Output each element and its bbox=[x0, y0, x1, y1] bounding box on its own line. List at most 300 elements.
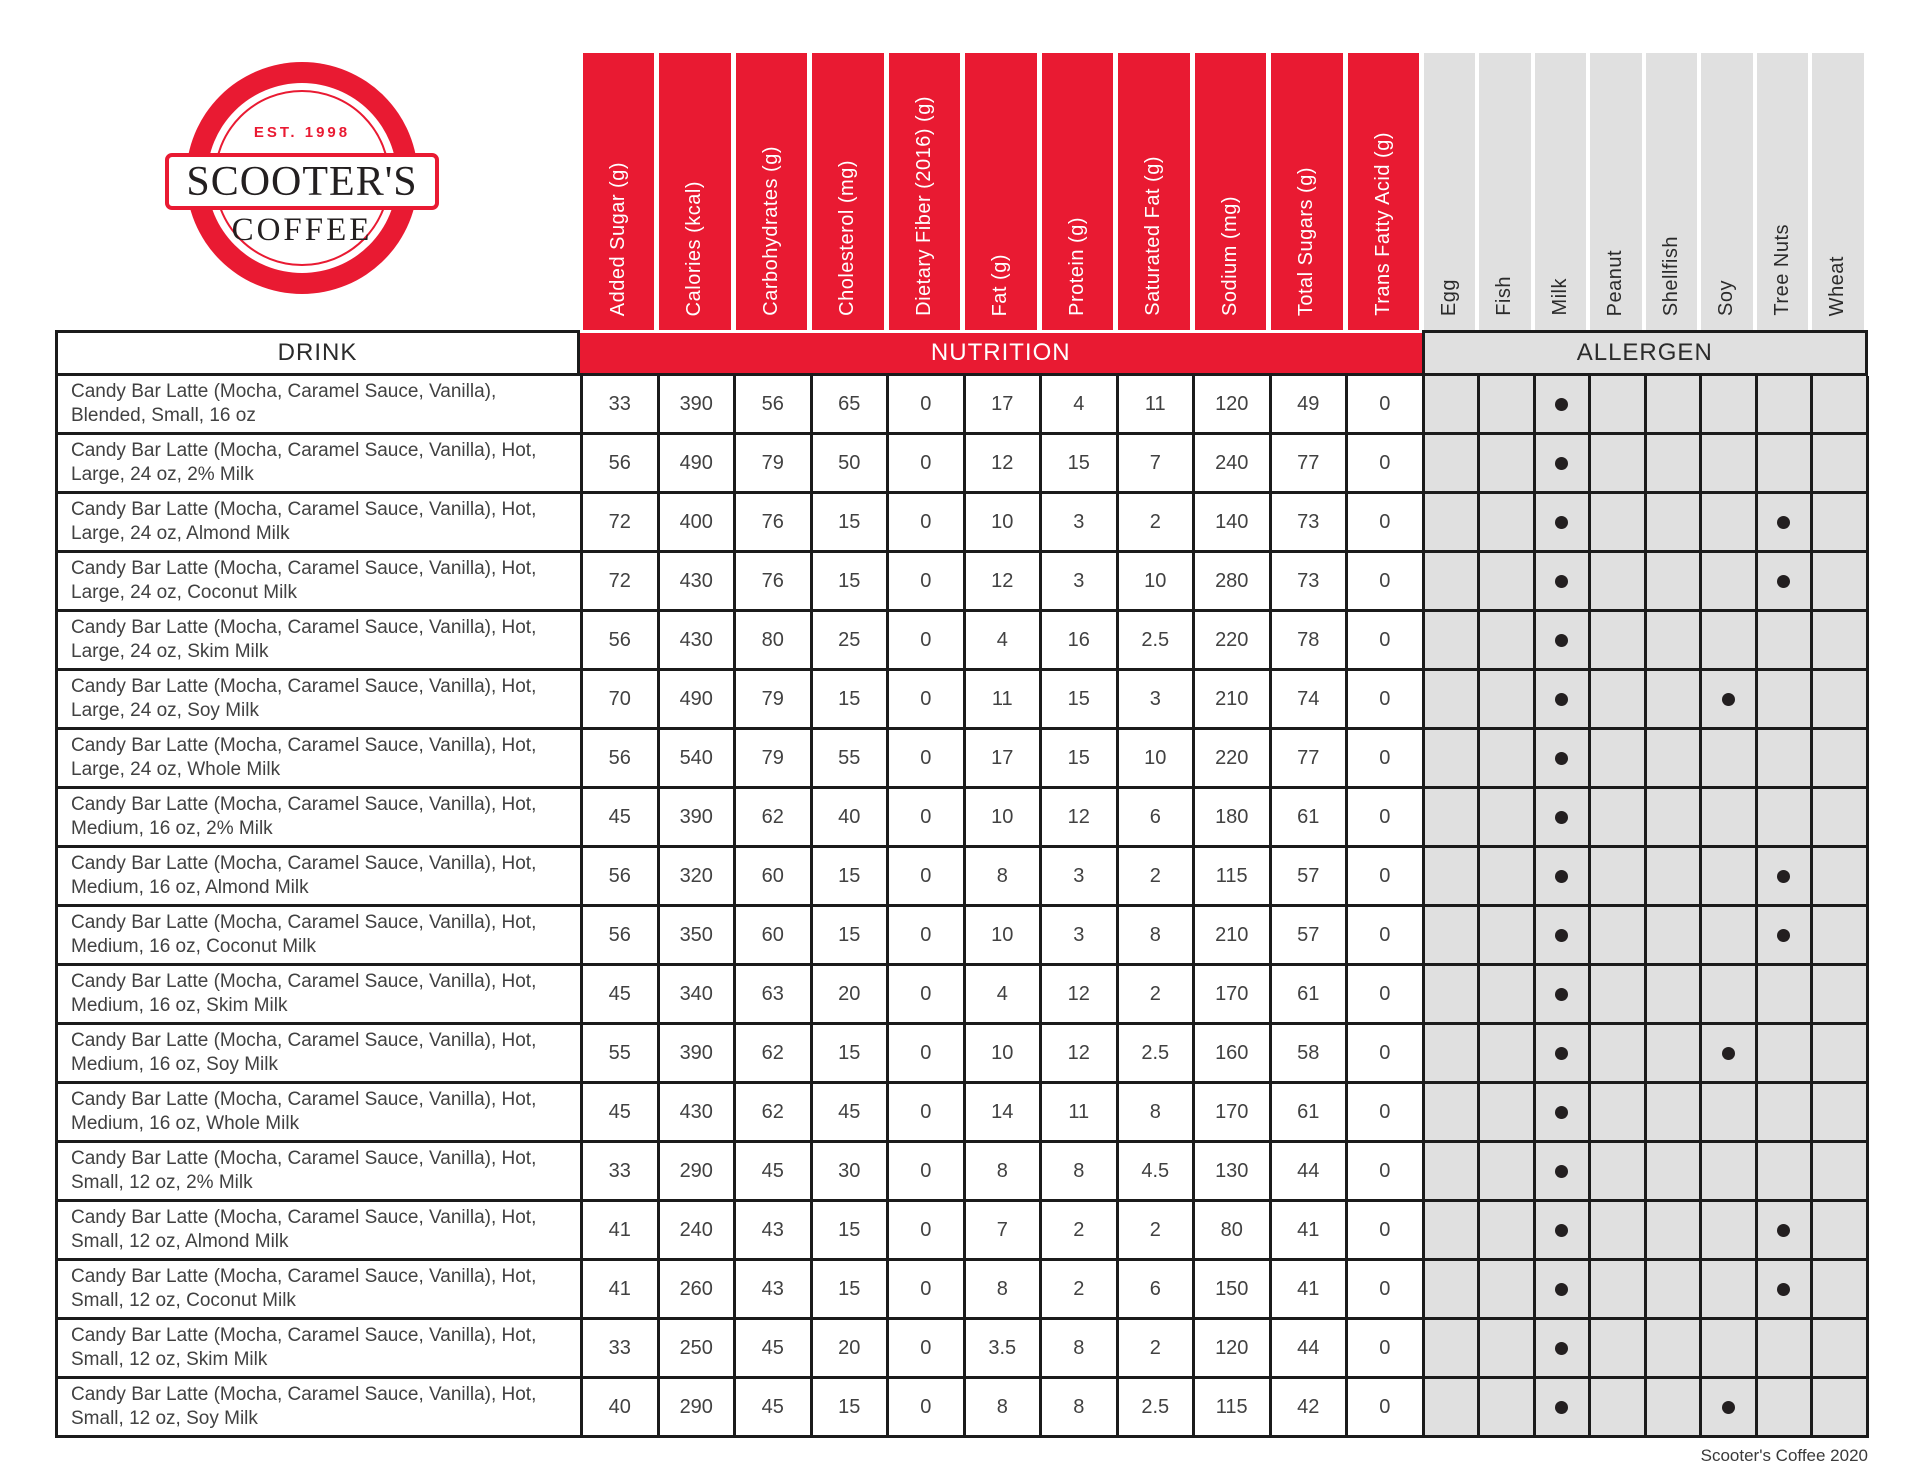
allergen-cell bbox=[1813, 789, 1869, 848]
allergen-cell bbox=[1702, 730, 1758, 789]
allergen-cell bbox=[1813, 376, 1869, 435]
drink-name-cell bbox=[58, 1202, 583, 1261]
nutrition-value-cell: 40 bbox=[583, 1379, 660, 1438]
nutrition-value-cell: 0 bbox=[889, 494, 966, 553]
nutrition-value-cell: 8 bbox=[1042, 1143, 1119, 1202]
nutrition-value-cell: 41 bbox=[1272, 1261, 1349, 1320]
allergen-cell bbox=[1813, 1025, 1869, 1084]
allergen-cell bbox=[1702, 966, 1758, 1025]
nutrition-value-cell: 400 bbox=[660, 494, 737, 553]
allergen-cell bbox=[1758, 1320, 1814, 1379]
nutrition-value-cell: 15 bbox=[813, 553, 890, 612]
allergen-dot bbox=[1555, 516, 1568, 529]
nutrition-value-cell: 320 bbox=[660, 848, 737, 907]
nutrition-value-cell: 79 bbox=[736, 435, 813, 494]
nutrition-value-cell: 45 bbox=[736, 1143, 813, 1202]
allergen-cell bbox=[1702, 1202, 1758, 1261]
nutrition-value-cell: 44 bbox=[1272, 1143, 1349, 1202]
allergen-cell bbox=[1758, 1379, 1814, 1438]
nutrition-value-cell: 45 bbox=[736, 1379, 813, 1438]
nutrition-value-cell: 0 bbox=[889, 376, 966, 435]
allergen-cell bbox=[1591, 848, 1647, 907]
allergen-cell bbox=[1647, 494, 1703, 553]
nutrition-value-cell: 17 bbox=[966, 730, 1043, 789]
allergen-cell bbox=[1591, 1084, 1647, 1143]
allergen-cell bbox=[1480, 907, 1536, 966]
nutrition-value-cell: 2 bbox=[1119, 494, 1196, 553]
allergen-cell bbox=[1647, 907, 1703, 966]
nutrition-value-cell: 15 bbox=[813, 1261, 890, 1320]
logo-established-text: EST. 1998 bbox=[253, 124, 351, 141]
allergen-column-header-label: Soy bbox=[1715, 280, 1738, 316]
allergen-cell bbox=[1647, 1379, 1703, 1438]
allergen-cell bbox=[1591, 907, 1647, 966]
drink-name-line1: Candy Bar Latte (Mocha, Caramel Sauce, Vanilla), bbox=[71, 381, 497, 402]
drink-name-cell bbox=[58, 1379, 583, 1438]
allergen-column-header bbox=[1699, 53, 1755, 330]
drink-name-line1: Candy Bar Latte (Mocha, Caramel Sauce, Vanilla), Hot, bbox=[71, 676, 537, 697]
drink-name-cell bbox=[58, 730, 583, 789]
nutrition-value-cell: 170 bbox=[1195, 966, 1272, 1025]
allergen-column-header-label: Milk bbox=[1548, 278, 1571, 316]
allergen-cell bbox=[1591, 1025, 1647, 1084]
nutrition-value-cell: 15 bbox=[813, 1025, 890, 1084]
drink-name-line2: Medium, 16 oz, Almond Milk bbox=[71, 877, 309, 898]
nutrition-value-cell: 350 bbox=[660, 907, 737, 966]
drink-name-cell bbox=[58, 671, 583, 730]
allergen-cell bbox=[1425, 789, 1481, 848]
header-spacer bbox=[55, 53, 580, 330]
allergen-cell bbox=[1480, 966, 1536, 1025]
drink-name-line2: Large, 24 oz, Whole Milk bbox=[71, 759, 281, 780]
nutrition-value-cell: 12 bbox=[966, 553, 1043, 612]
allergen-section-header: ALLERGEN bbox=[1422, 330, 1869, 376]
allergen-cell bbox=[1702, 1261, 1758, 1320]
allergen-cell bbox=[1647, 966, 1703, 1025]
nutrition-value-cell: 220 bbox=[1195, 730, 1272, 789]
nutrition-value-cell: 12 bbox=[1042, 1025, 1119, 1084]
nutrition-value-cell: 2 bbox=[1042, 1261, 1119, 1320]
allergen-cell bbox=[1758, 494, 1814, 553]
nutrition-value-cell: 0 bbox=[1348, 907, 1425, 966]
allergen-cell bbox=[1758, 789, 1814, 848]
allergen-cell bbox=[1480, 494, 1536, 553]
allergen-cell bbox=[1425, 907, 1481, 966]
nutrition-value-cell: 11 bbox=[966, 671, 1043, 730]
nutrition-value-cell: 0 bbox=[889, 848, 966, 907]
nutrition-value-cell: 7 bbox=[966, 1202, 1043, 1261]
drink-name-line2: Large, 24 oz, Almond Milk bbox=[71, 523, 290, 544]
allergen-dot bbox=[1722, 1047, 1735, 1060]
allergen-cell bbox=[1647, 553, 1703, 612]
allergen-cell bbox=[1536, 730, 1592, 789]
nutrition-value-cell: 8 bbox=[1042, 1379, 1119, 1438]
allergen-cell bbox=[1425, 494, 1481, 553]
allergen-cell bbox=[1480, 671, 1536, 730]
nutrition-value-cell: 10 bbox=[966, 494, 1043, 553]
allergen-column-header bbox=[1644, 53, 1700, 330]
nutrition-value-cell: 72 bbox=[583, 494, 660, 553]
section-band bbox=[55, 330, 1868, 376]
allergen-cell bbox=[1813, 435, 1869, 494]
drink-section-header: DRINK bbox=[55, 330, 580, 376]
allergen-cell bbox=[1647, 1261, 1703, 1320]
drink-name-line1: Candy Bar Latte (Mocha, Caramel Sauce, Vanilla), Hot, bbox=[71, 1089, 537, 1110]
nutrition-value-cell: 50 bbox=[813, 435, 890, 494]
nutrition-value-cell: 55 bbox=[583, 1025, 660, 1084]
nutrition-column-header bbox=[1039, 53, 1116, 330]
nutrition-value-cell: 56 bbox=[583, 848, 660, 907]
allergen-dot bbox=[1777, 870, 1790, 883]
nutrition-value-cell: 4 bbox=[966, 612, 1043, 671]
allergen-cell bbox=[1536, 1379, 1592, 1438]
nutrition-value-cell: 0 bbox=[889, 1025, 966, 1084]
allergen-dot bbox=[1777, 1283, 1790, 1296]
nutrition-value-cell: 12 bbox=[1042, 789, 1119, 848]
nutrition-value-cell: 280 bbox=[1195, 553, 1272, 612]
allergen-cell bbox=[1591, 1261, 1647, 1320]
nutrition-value-cell: 260 bbox=[660, 1261, 737, 1320]
allergen-cell bbox=[1647, 789, 1703, 848]
nutrition-value-cell: 6 bbox=[1119, 789, 1196, 848]
allergen-cell bbox=[1758, 1025, 1814, 1084]
nutrition-value-cell: 160 bbox=[1195, 1025, 1272, 1084]
nutrition-value-cell: 15 bbox=[813, 494, 890, 553]
allergen-cell bbox=[1480, 1202, 1536, 1261]
nutrition-value-cell: 8 bbox=[1119, 1084, 1196, 1143]
nutrition-value-cell: 61 bbox=[1272, 1084, 1349, 1143]
nutrition-value-cell: 0 bbox=[889, 1143, 966, 1202]
allergen-cell bbox=[1536, 1320, 1592, 1379]
nutrition-value-cell: 11 bbox=[1119, 376, 1196, 435]
allergen-cell bbox=[1591, 671, 1647, 730]
allergen-cell bbox=[1702, 612, 1758, 671]
nutrition-value-cell: 49 bbox=[1272, 376, 1349, 435]
nutrition-value-cell: 65 bbox=[813, 376, 890, 435]
allergen-column-header-label: Wheat bbox=[1826, 255, 1849, 316]
allergen-cell bbox=[1425, 730, 1481, 789]
allergen-cell bbox=[1536, 1143, 1592, 1202]
allergen-cell bbox=[1702, 376, 1758, 435]
allergen-dot bbox=[1722, 1401, 1735, 1414]
allergen-cell bbox=[1647, 376, 1703, 435]
nutrition-value-cell: 15 bbox=[813, 1202, 890, 1261]
nutrition-value-cell: 3 bbox=[1042, 848, 1119, 907]
allergen-cell bbox=[1536, 435, 1592, 494]
nutrition-value-cell: 290 bbox=[660, 1379, 737, 1438]
nutrition-value-cell: 0 bbox=[889, 1202, 966, 1261]
nutrition-value-cell: 76 bbox=[736, 553, 813, 612]
allergen-column-header-label: Tree Nuts bbox=[1770, 224, 1793, 316]
allergen-cell bbox=[1480, 1084, 1536, 1143]
drink-name-line1: Candy Bar Latte (Mocha, Caramel Sauce, Vanilla), Hot, bbox=[71, 735, 537, 756]
allergen-cell bbox=[1591, 553, 1647, 612]
allergen-column-header bbox=[1810, 53, 1866, 330]
nutrition-column-header-label: Cholesterol (mg) bbox=[836, 160, 859, 316]
nutrition-value-cell: 210 bbox=[1195, 907, 1272, 966]
nutrition-value-cell: 57 bbox=[1272, 848, 1349, 907]
nutrition-value-cell: 2.5 bbox=[1119, 1025, 1196, 1084]
nutrition-value-cell: 180 bbox=[1195, 789, 1272, 848]
allergen-cell bbox=[1425, 376, 1481, 435]
drink-name-line1: Candy Bar Latte (Mocha, Caramel Sauce, Vanilla), Hot, bbox=[71, 1030, 537, 1051]
nutrition-value-cell: 240 bbox=[1195, 435, 1272, 494]
nutrition-value-cell: 58 bbox=[1272, 1025, 1349, 1084]
nutrition-value-cell: 4.5 bbox=[1119, 1143, 1196, 1202]
allergen-cell bbox=[1647, 1202, 1703, 1261]
nutrition-value-cell: 210 bbox=[1195, 671, 1272, 730]
nutrition-value-cell: 78 bbox=[1272, 612, 1349, 671]
drink-name-cell bbox=[58, 907, 583, 966]
nutrition-value-cell: 220 bbox=[1195, 612, 1272, 671]
nutrition-value-cell: 41 bbox=[1272, 1202, 1349, 1261]
nutrition-value-cell: 42 bbox=[1272, 1379, 1349, 1438]
allergen-cell bbox=[1591, 494, 1647, 553]
allergen-cell bbox=[1480, 612, 1536, 671]
nutrition-column-header-label: Sodium (mg) bbox=[1218, 196, 1241, 316]
allergen-cell bbox=[1758, 1143, 1814, 1202]
nutrition-value-cell: 73 bbox=[1272, 494, 1349, 553]
nutrition-value-cell: 2 bbox=[1119, 966, 1196, 1025]
allergen-cell bbox=[1813, 907, 1869, 966]
allergen-column-header bbox=[1588, 53, 1644, 330]
nutrition-value-cell: 0 bbox=[1348, 553, 1425, 612]
nutrition-value-cell: 20 bbox=[813, 1320, 890, 1379]
nutrition-value-cell: 44 bbox=[1272, 1320, 1349, 1379]
allergen-cell bbox=[1702, 494, 1758, 553]
drink-name-line2: Small, 12 oz, Skim Milk bbox=[71, 1349, 268, 1370]
nutrition-value-cell: 140 bbox=[1195, 494, 1272, 553]
nutrition-column-header bbox=[1192, 53, 1269, 330]
allergen-cell bbox=[1425, 966, 1481, 1025]
nutrition-value-cell: 10 bbox=[966, 907, 1043, 966]
drink-name-line2: Large, 24 oz, Skim Milk bbox=[71, 641, 269, 662]
allergen-cell bbox=[1647, 1084, 1703, 1143]
nutrition-value-cell: 57 bbox=[1272, 907, 1349, 966]
allergen-cell bbox=[1425, 612, 1481, 671]
drink-name-line1: Candy Bar Latte (Mocha, Caramel Sauce, Vanilla), Hot, bbox=[71, 794, 537, 815]
nutrition-value-cell: 15 bbox=[1042, 730, 1119, 789]
drink-name-cell bbox=[58, 1143, 583, 1202]
allergen-cell bbox=[1480, 1320, 1536, 1379]
nutrition-value-cell: 15 bbox=[1042, 435, 1119, 494]
drink-name-cell bbox=[58, 1025, 583, 1084]
allergen-cell bbox=[1591, 376, 1647, 435]
allergen-cell bbox=[1480, 1379, 1536, 1438]
drink-name-line1: Candy Bar Latte (Mocha, Caramel Sauce, Vanilla), Hot, bbox=[71, 1325, 537, 1346]
allergen-cell bbox=[1702, 907, 1758, 966]
allergen-cell bbox=[1425, 1084, 1481, 1143]
nutrition-value-cell: 0 bbox=[889, 966, 966, 1025]
allergen-cell bbox=[1647, 1320, 1703, 1379]
allergen-cell bbox=[1647, 730, 1703, 789]
logo-brand-name: SCOOTER'S bbox=[186, 158, 418, 205]
allergen-cell bbox=[1702, 1379, 1758, 1438]
nutrition-value-cell: 60 bbox=[736, 848, 813, 907]
nutrition-column-header bbox=[1345, 53, 1422, 330]
allergen-dot bbox=[1555, 398, 1568, 411]
allergen-column-header-label: Fish bbox=[1493, 276, 1516, 316]
drink-name-cell bbox=[58, 966, 583, 1025]
allergen-dot bbox=[1777, 1224, 1790, 1237]
allergen-cell bbox=[1813, 966, 1869, 1025]
allergen-cell bbox=[1647, 1025, 1703, 1084]
nutrition-value-cell: 80 bbox=[736, 612, 813, 671]
drink-name-cell bbox=[58, 848, 583, 907]
allergen-cell bbox=[1536, 848, 1592, 907]
allergen-dot bbox=[1555, 1342, 1568, 1355]
nutrition-column-header bbox=[580, 53, 657, 330]
allergen-cell bbox=[1702, 435, 1758, 494]
allergen-cell bbox=[1813, 1379, 1869, 1438]
nutrition-value-cell: 120 bbox=[1195, 376, 1272, 435]
allergen-cell bbox=[1480, 789, 1536, 848]
allergen-column-header-label: Peanut bbox=[1604, 249, 1627, 316]
allergen-cell bbox=[1591, 612, 1647, 671]
nutrition-value-cell: 0 bbox=[889, 612, 966, 671]
allergen-dot bbox=[1555, 811, 1568, 824]
drink-name-line2: Small, 12 oz, 2% Milk bbox=[71, 1172, 253, 1193]
allergen-cell bbox=[1536, 1261, 1592, 1320]
allergen-column-header-label: Egg bbox=[1437, 278, 1460, 316]
nutrition-value-cell: 56 bbox=[583, 435, 660, 494]
nutrition-column-header bbox=[657, 53, 734, 330]
drink-name-line1: Candy Bar Latte (Mocha, Caramel Sauce, Vanilla), Hot, bbox=[71, 499, 537, 520]
nutrition-value-cell: 14 bbox=[966, 1084, 1043, 1143]
allergen-cell bbox=[1813, 1084, 1869, 1143]
nutrition-value-cell: 17 bbox=[966, 376, 1043, 435]
allergen-cell bbox=[1758, 730, 1814, 789]
nutrition-value-cell: 15 bbox=[813, 1379, 890, 1438]
nutrition-value-cell: 72 bbox=[583, 553, 660, 612]
allergen-column-header bbox=[1755, 53, 1811, 330]
nutrition-value-cell: 4 bbox=[1042, 376, 1119, 435]
allergen-cell bbox=[1591, 1202, 1647, 1261]
nutrition-value-cell: 11 bbox=[1042, 1084, 1119, 1143]
allergen-cell bbox=[1536, 1202, 1592, 1261]
allergen-cell bbox=[1813, 1202, 1869, 1261]
allergen-column-header bbox=[1422, 53, 1478, 330]
allergen-cell bbox=[1647, 1143, 1703, 1202]
nutrition-value-cell: 76 bbox=[736, 494, 813, 553]
nutrition-value-cell: 120 bbox=[1195, 1320, 1272, 1379]
drink-name-cell bbox=[58, 494, 583, 553]
nutrition-value-cell: 390 bbox=[660, 376, 737, 435]
drink-name-line2: Medium, 16 oz, Whole Milk bbox=[71, 1113, 300, 1134]
nutrition-value-cell: 0 bbox=[889, 1320, 966, 1379]
allergen-cell bbox=[1647, 612, 1703, 671]
allergen-cell bbox=[1425, 553, 1481, 612]
allergen-cell bbox=[1702, 1084, 1758, 1143]
nutrition-column-header-label: Added Sugar (g) bbox=[606, 161, 629, 316]
allergen-cell bbox=[1702, 789, 1758, 848]
nutrition-value-cell: 0 bbox=[1348, 848, 1425, 907]
allergen-dot bbox=[1555, 1283, 1568, 1296]
allergen-dot bbox=[1555, 1401, 1568, 1414]
nutrition-value-cell: 10 bbox=[1119, 730, 1196, 789]
nutrition-value-cell: 56 bbox=[736, 376, 813, 435]
allergen-cell bbox=[1758, 1261, 1814, 1320]
nutrition-value-cell: 390 bbox=[660, 1025, 737, 1084]
drink-name-line1: Candy Bar Latte (Mocha, Caramel Sauce, Vanilla), Hot, bbox=[71, 558, 537, 579]
allergen-cell bbox=[1536, 1025, 1592, 1084]
allergen-cell bbox=[1647, 435, 1703, 494]
allergen-cell bbox=[1536, 907, 1592, 966]
drink-name-line1: Candy Bar Latte (Mocha, Caramel Sauce, Vanilla), Hot, bbox=[71, 1384, 537, 1405]
allergen-cell bbox=[1813, 1261, 1869, 1320]
allergen-cell bbox=[1536, 612, 1592, 671]
nutrition-value-cell: 8 bbox=[966, 1261, 1043, 1320]
allergen-dot bbox=[1777, 929, 1790, 942]
drink-name-line1: Candy Bar Latte (Mocha, Caramel Sauce, Vanilla), Hot, bbox=[71, 1148, 537, 1169]
nutrition-value-cell: 73 bbox=[1272, 553, 1349, 612]
drink-name-line2: Large, 24 oz, Soy Milk bbox=[71, 700, 259, 721]
nutrition-value-cell: 41 bbox=[583, 1202, 660, 1261]
allergen-dot bbox=[1555, 634, 1568, 647]
nutrition-value-cell: 430 bbox=[660, 553, 737, 612]
nutrition-value-cell: 0 bbox=[1348, 494, 1425, 553]
nutrition-value-cell: 20 bbox=[813, 966, 890, 1025]
allergen-dot bbox=[1777, 516, 1790, 529]
nutrition-value-cell: 2 bbox=[1042, 1202, 1119, 1261]
allergen-column-header-label: Shellfish bbox=[1659, 235, 1682, 316]
nutrition-value-cell: 55 bbox=[813, 730, 890, 789]
nutrition-column-header-label: Protein (g) bbox=[1065, 217, 1088, 316]
drink-name-line2: Medium, 16 oz, 2% Milk bbox=[71, 818, 273, 839]
nutrition-value-cell: 2 bbox=[1119, 1320, 1196, 1379]
nutrition-value-cell: 0 bbox=[1348, 435, 1425, 494]
allergen-cell bbox=[1813, 1320, 1869, 1379]
drink-name-line2: Small, 12 oz, Almond Milk bbox=[71, 1231, 289, 1252]
nutrition-value-cell: 60 bbox=[736, 907, 813, 966]
allergen-cell bbox=[1758, 848, 1814, 907]
nutrition-column-header bbox=[733, 53, 810, 330]
nutrition-value-cell: 0 bbox=[889, 1261, 966, 1320]
allergen-cell bbox=[1813, 612, 1869, 671]
nutrition-column-header-label: Total Sugars (g) bbox=[1295, 166, 1318, 316]
allergen-cell bbox=[1758, 966, 1814, 1025]
allergen-cell bbox=[1813, 730, 1869, 789]
allergen-cell bbox=[1813, 553, 1869, 612]
allergen-cell bbox=[1536, 1084, 1592, 1143]
allergen-dot bbox=[1555, 929, 1568, 942]
footer-credit: Scooter's Coffee 2020 bbox=[1700, 1446, 1868, 1465]
allergen-column-header bbox=[1533, 53, 1589, 330]
nutrition-value-cell: 62 bbox=[736, 1025, 813, 1084]
drink-name-cell bbox=[58, 1084, 583, 1143]
allergen-cell bbox=[1647, 848, 1703, 907]
allergen-cell bbox=[1480, 848, 1536, 907]
nutrition-value-cell: 63 bbox=[736, 966, 813, 1025]
nutrition-value-cell: 240 bbox=[660, 1202, 737, 1261]
nutrition-value-cell: 0 bbox=[889, 789, 966, 848]
nutrition-value-cell: 3 bbox=[1119, 671, 1196, 730]
allergen-cell bbox=[1425, 1143, 1481, 1202]
nutrition-value-cell: 7 bbox=[1119, 435, 1196, 494]
nutrition-value-cell: 490 bbox=[660, 671, 737, 730]
drink-name-line1: Candy Bar Latte (Mocha, Caramel Sauce, Vanilla), Hot, bbox=[71, 1207, 537, 1228]
nutrition-column-header bbox=[886, 53, 963, 330]
nutrition-value-cell: 0 bbox=[889, 671, 966, 730]
nutrition-value-cell: 4 bbox=[966, 966, 1043, 1025]
nutrition-table bbox=[55, 53, 1868, 1438]
allergen-cell bbox=[1758, 553, 1814, 612]
nutrition-column-header-label: Trans Fatty Acid (g) bbox=[1371, 132, 1394, 316]
allergen-cell bbox=[1758, 435, 1814, 494]
nutrition-value-cell: 62 bbox=[736, 1084, 813, 1143]
allergen-cell bbox=[1591, 966, 1647, 1025]
drink-name-line1: Candy Bar Latte (Mocha, Caramel Sauce, Vanilla), Hot, bbox=[71, 971, 537, 992]
